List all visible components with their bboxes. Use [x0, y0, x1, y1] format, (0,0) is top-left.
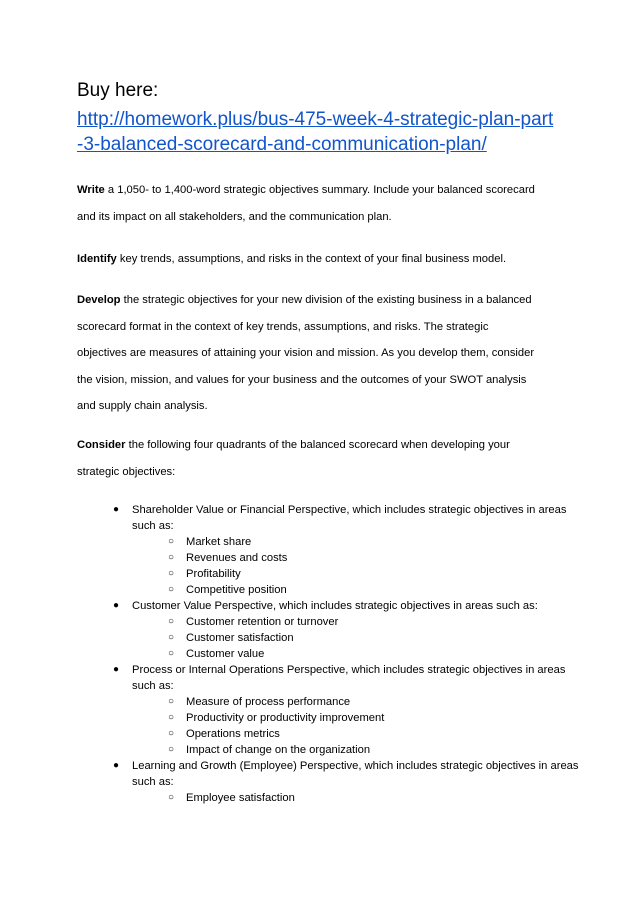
list-item-financial: ● Shareholder Value or Financial Perspective, which includes strategic objectives in areas such as:	[113, 504, 567, 532]
keyword-develop: Develop	[77, 294, 121, 306]
sub-list-item: ○ Revenues and costs	[168, 552, 288, 564]
keyword-consider: Consider	[77, 439, 126, 451]
sub-list-item: ○ Market share	[168, 536, 252, 548]
paragraph-identify: Identify key trends, assumptions, and risks in the context of your final business model.	[77, 253, 507, 265]
sub-list-item: ○ Competitive position	[168, 584, 287, 596]
purchase-link-line-2[interactable]: -3-balanced-scorecard-and-communication-plan/	[77, 134, 487, 155]
hollow-bullet-icon: ○	[168, 632, 175, 643]
paragraph-consider: Consider the following four quadrants of the balanced scorecard when developing your strategic objectives:	[77, 439, 510, 478]
hollow-bullet-icon: ○	[168, 696, 175, 707]
hollow-bullet-icon: ○	[168, 568, 175, 579]
list-item-operations: ● Process or Internal Operations Perspective, which includes strategic objectives in areas such as:	[113, 664, 566, 692]
paragraph-develop: Develop the strategic objectives for your new division of the existing business in a balanced scorecard format in the context of key trends, assumptions, and risks. The strategic objectives are measures of attaining your vision and mission. As you develop them, consider the vision, mission, and values for your business and the outcomes of your SWOT analysis and supply chain analysis.	[77, 294, 535, 412]
sub-list-item: ○ Measure of process performance	[168, 696, 351, 708]
bullet-icon: ●	[113, 504, 120, 515]
sub-list-item: ○ Profitability	[168, 568, 241, 580]
purchase-link-line-1[interactable]: http://homework.plus/bus-475-week-4-strategic-plan-part	[77, 109, 554, 130]
hollow-bullet-icon: ○	[168, 536, 175, 547]
hollow-bullet-icon: ○	[168, 616, 175, 627]
keyword-write: Write	[77, 184, 105, 196]
sub-list-item: ○ Productivity or productivity improvement	[168, 712, 385, 724]
hollow-bullet-icon: ○	[168, 584, 175, 595]
list-item-customer: ● Customer Value Perspective, which includes strategic objectives in areas such as:	[113, 600, 538, 612]
hollow-bullet-icon: ○	[168, 648, 175, 659]
bullet-icon: ●	[113, 664, 120, 675]
hollow-bullet-icon: ○	[168, 712, 175, 723]
balanced-scorecard-quadrant-list	[0, 502, 639, 806]
paragraph-write: Write a 1,050- to 1,400-word strategic objectives summary. Include your balanced scorecard and its impact on all stakeholders, and the communication plan.	[77, 184, 535, 223]
sub-list-item: ○ Customer value	[168, 648, 265, 660]
hollow-bullet-icon: ○	[168, 552, 175, 563]
purchase-link[interactable]	[77, 107, 577, 157]
buy-here-label: Buy here:	[77, 80, 159, 101]
bullet-icon: ●	[113, 600, 120, 611]
hollow-bullet-icon: ○	[168, 792, 175, 803]
sub-list-item: ○ Employee satisfaction	[168, 792, 295, 804]
sub-list-item: ○ Operations metrics	[168, 728, 280, 740]
keyword-identify: Identify	[77, 253, 117, 265]
hollow-bullet-icon: ○	[168, 744, 175, 755]
list-item-learning-growth: ● Learning and Growth (Employee) Perspective, which includes strategic objectives in areas such as:	[113, 760, 579, 788]
sub-list-item: ○ Customer retention or turnover	[168, 616, 339, 628]
sub-list-item: ○ Impact of change on the organization	[168, 744, 371, 756]
hollow-bullet-icon: ○	[168, 728, 175, 739]
bullet-icon: ●	[113, 760, 120, 771]
sub-list-item: ○ Customer satisfaction	[168, 632, 294, 644]
